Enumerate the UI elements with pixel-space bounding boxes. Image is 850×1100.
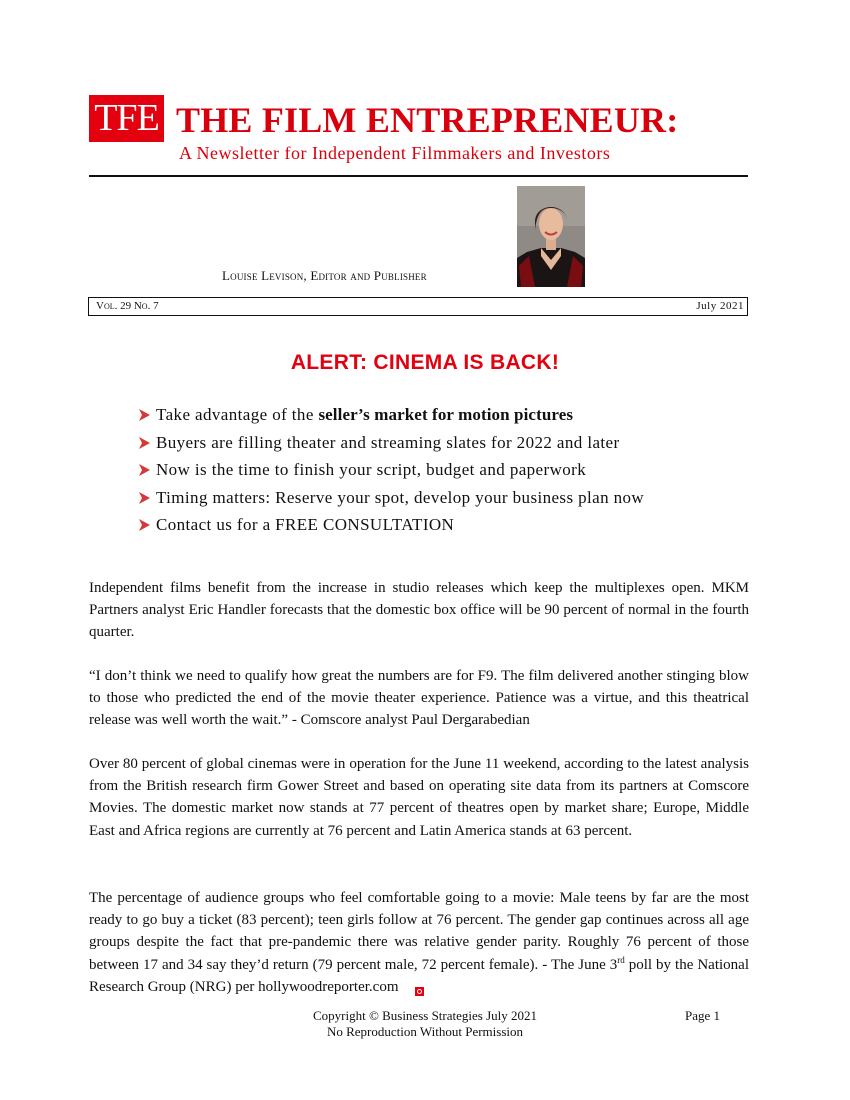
paragraph-global-cinemas: Over 80 percent of global cinemas were in operation for the June 11 weekend, according to the latest analysis from the British research firm Gower Street and based on operating site data from its partners at Comscore Movies. The domestic market now stands at 77 percent of theatres open by market share; Europe, Middle East and Africa regions are currently at 76 percent and Latin America stands at 63 percent. (89, 756, 749, 839)
bullet-text: Timing matters: Reserve your spot, develop your business plan now (156, 487, 645, 507)
paragraph-audience-groups: The percentage of audience groups who feel comfortable going to a movie: Male teens by far are the most ready to go buy a ticket (83 percent); teen girls follow at 76 percent. The gender gap continues across all age groups despite the fact that pre-pandemic there was relative gender parity. Roughly 76 percent of those between 17 and 34 say they’d return (79 percent male, 72 percent female). - The June 3rd poll by the National Research Group (NRG) per hollywoodreporter.com (89, 890, 749, 995)
footer-copyright: Copyright © Business Strategies July 2021 (312, 1008, 537, 1023)
bullet-text: Contact us for a FREE CONSULTATION (156, 515, 455, 534)
issue-volume: Vol. 29 No. 7 (96, 300, 159, 312)
bullet-item (136, 432, 644, 460)
bullet-text: Take advantage of the seller’s market for motion pictures (156, 405, 574, 424)
alert-heading: ALERT: CINEMA IS BACK! (290, 351, 560, 374)
page-number: Page 1 (685, 1008, 721, 1023)
arrowhead-bullet-icon (136, 487, 153, 509)
editor-photo (517, 186, 585, 287)
bullet-text: Now is the time to finish your script, budget and paperwork (156, 460, 587, 479)
arrowhead-bullet-icon (136, 404, 153, 426)
arrowhead-bullet-icon (136, 514, 153, 536)
bullet-list (136, 404, 644, 542)
bullet-item (136, 487, 644, 515)
bullet-item (136, 514, 644, 542)
arrowhead-bullet-icon (136, 432, 153, 454)
bullet-text: Buyers are filling theater and streaming slates for 2022 and later (156, 432, 620, 452)
footer (0, 1008, 850, 1040)
footer-rights: No Reproduction Without Permission (326, 1024, 524, 1039)
newsletter-title: THE FILM ENTREPRENEUR: (176, 100, 679, 140)
arrowhead-bullet-icon (136, 459, 153, 481)
header-rule (89, 175, 748, 177)
paragraph-quote: “I don’t think we need to qualify how great the numbers are for F9. The film delivered another stinging blow to those who predicted the end of the movie theater experience. Patience was a virtue, and this theatrical release was well worth the wait.” - Comscore analyst Paul Dergarabedian (89, 668, 749, 729)
editor-line: Louise Levison, Editor and Publisher (222, 268, 427, 283)
issue-info-box (88, 297, 748, 316)
newsletter-subtitle: A Newsletter for Independent Filmmakers and Investors (179, 143, 611, 163)
red-marker-icon (415, 987, 424, 996)
bullet-item (136, 404, 644, 432)
tfe-logo: TFE (89, 95, 164, 142)
issue-date: July 2021 (696, 300, 744, 312)
paragraph-box-office: Independent films benefit from the increase in studio releases which keep the multiplexes open. MKM Partners analyst Eric Handler forecasts that the domestic box office will be 90 percent of normal in the fourth quarter. (89, 580, 749, 641)
bullet-item (136, 459, 644, 487)
